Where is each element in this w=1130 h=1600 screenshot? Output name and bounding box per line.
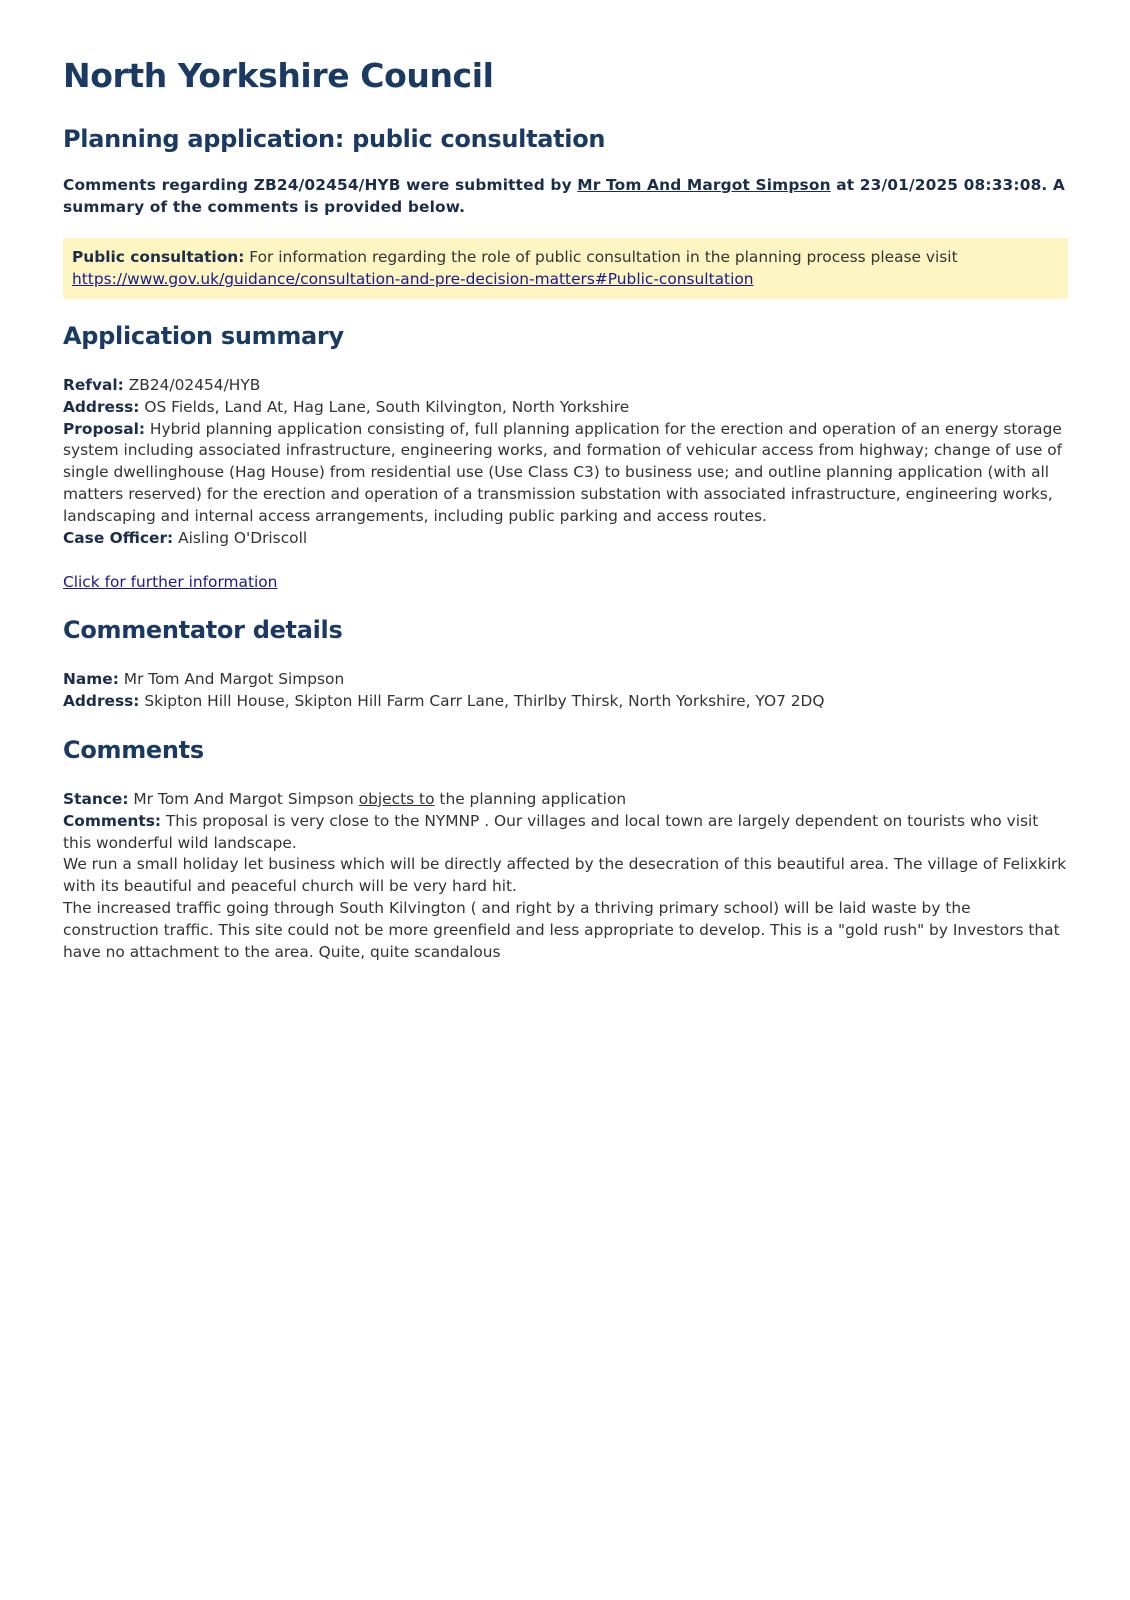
commentator-details — [63, 669, 1068, 713]
proposal-value: Hybrid planning application consisting of, full planning application for the erection and operation of an energy storage system including associated infrastructure, engineering works, and formation of vehicular access from highway; change of use of single dwellinghouse (Hag House) from residential use (Use Class C3) to business use; and outline planning application (with all matters reserved) for the erection and operation of a transmission substation with associated infrastructure, engineering works, landscaping and internal access arrangements, including public parking and access routes. — [63, 419, 1063, 525]
site-address-row — [63, 397, 1068, 419]
council-title: North Yorkshire Council — [63, 56, 494, 95]
submitter-link[interactable]: Mr Tom And Margot Simpson — [577, 176, 831, 194]
site-address-value: OS Fields, Land At, Hag Lane, South Kilvington, North Yorkshire — [139, 397, 630, 416]
page-subtitle: Planning application: public consultation — [63, 125, 606, 153]
comments-label: Comments: — [63, 811, 162, 830]
refval-row — [63, 375, 1068, 397]
comments-row — [63, 811, 1068, 855]
further-info-row — [63, 571, 1068, 593]
intro-suffix: at 23/01/2025 08:33:08. A summary of the comments is provided below. — [63, 176, 1065, 216]
comment-text-2: We run a small holiday let business which will be directly affected by the desecration of this beautiful area. The village of Felixkirk with its beautiful and peaceful church will be very hard hit. — [63, 855, 1067, 896]
callout-label: Public consultation: — [72, 248, 245, 266]
further-information-link[interactable]: Click for further information — [63, 573, 278, 592]
commentator-name-row — [63, 669, 1068, 691]
proposal-label: Proposal: — [63, 419, 146, 438]
application-summary — [63, 375, 1068, 549]
site-address-label: Address: — [63, 397, 140, 416]
stance-suffix: the planning application — [434, 789, 627, 808]
intro-prefix: Comments regarding ZB24/02454/HYB were submitted by — [63, 176, 578, 194]
commentator-address-value: Skipton Hill House, Skipton Hill Farm Carr Lane, Thirlby Thirsk, North Yorkshire, YO7 2DQ — [139, 692, 825, 711]
callout-text: For information regarding the role of public consultation in the planning process please visit — [244, 248, 958, 266]
case-officer-value: Aisling O'Driscoll — [173, 528, 308, 547]
stance-verb: objects to — [358, 789, 435, 808]
refval-label: Refval: — [63, 376, 124, 394]
refval-value: ZB24/02454/HYB — [123, 376, 261, 394]
public-consultation-callout — [63, 238, 1068, 299]
case-officer-row — [63, 528, 1068, 550]
commentator-name-value: Mr Tom And Margot Simpson — [118, 670, 345, 689]
case-officer-label: Case Officer: — [63, 528, 174, 547]
comment-text-3: The increased traffic going through South Kilvington ( and right by a thriving primary school) will be laid waste by the construction traffic. This site could not be more greenfield and less appropriate to develop. This is a "gold rush" by Investors that have no attachment to the area. Quite, quite scandalous — [63, 898, 1060, 961]
commentator-details-heading: Commentator details — [63, 616, 343, 645]
proposal-row — [63, 419, 1068, 528]
stance-name: Mr Tom And Margot Simpson — [128, 789, 359, 808]
stance-label: Stance: — [63, 789, 129, 808]
stance-row — [63, 789, 1068, 811]
commentator-name-label: Name: — [63, 670, 119, 689]
application-summary-heading: Application summary — [63, 322, 344, 350]
commentator-address-label: Address: — [63, 692, 140, 711]
commentator-address-row — [63, 691, 1068, 713]
document-page — [63, 52, 1068, 963]
consultation-guidance-link[interactable]: https://www.gov.uk/guidance/consultation-and-pre-decision-matters#Public-consultation — [72, 270, 754, 288]
intro-paragraph — [63, 174, 1068, 218]
comment-text-1: This proposal is very close to the NYMNP . Our villages and local town are largely dependent on tourists who visit this wonderful wild landscape. — [63, 811, 1039, 852]
comments-section — [63, 789, 1068, 963]
comments-heading: Comments — [63, 735, 204, 764]
